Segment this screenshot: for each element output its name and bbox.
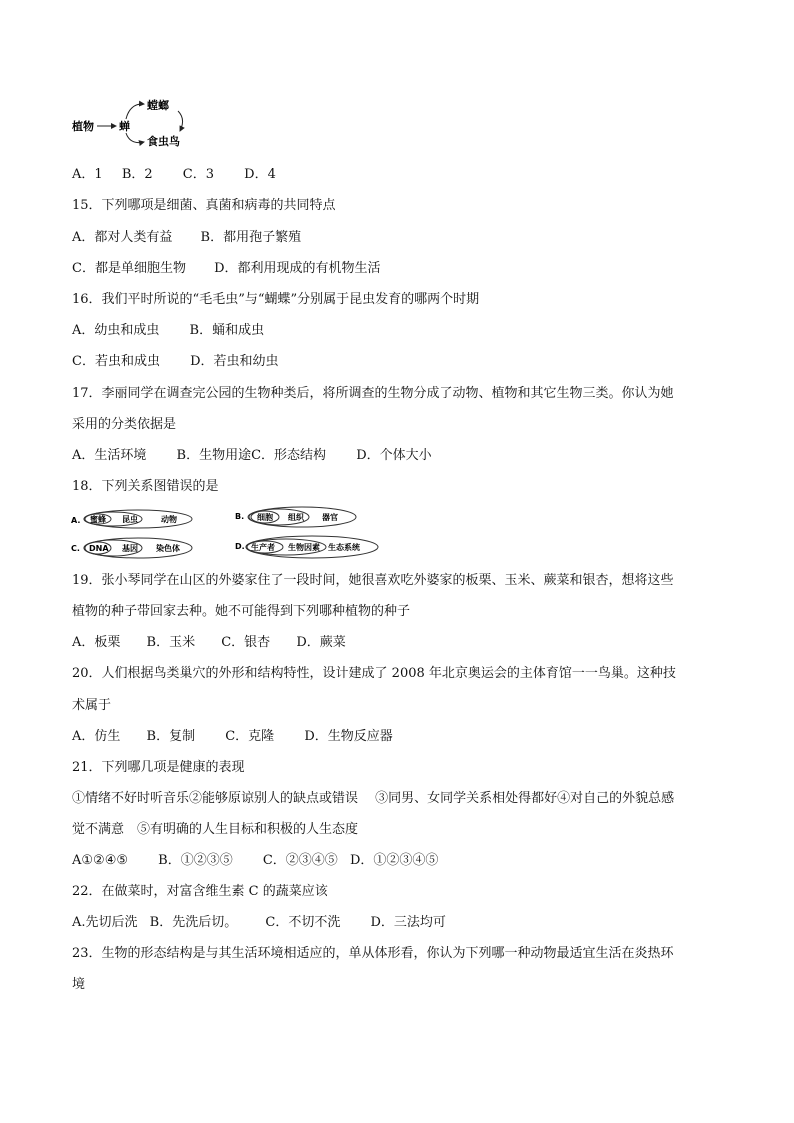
option-c: C．克隆 [225,729,275,744]
q16-options-row2 [72,353,279,371]
q21-options [72,852,438,870]
q20-options [72,728,393,746]
q19-stem-line2: 植物的种子带回家去种。她不可能得到下列哪种植物的种子 [72,604,411,619]
option-c: C．②③④⑤ [262,853,338,868]
option-d: D．都利用现成的有机物生活 [214,261,381,276]
food-chain-mantis: 螳螂 [147,99,169,112]
option-b: B．复制 [146,729,196,744]
option-a: A．板栗 [72,635,121,650]
option-c: C．若虫和成虫 [72,354,160,369]
food-chain-bird: 食虫鸟 [147,135,180,148]
food-chain-cicada: 蝉 [119,120,130,133]
q23-stem-line2: 境 [72,977,86,992]
option-a: A．都对人类有益 [72,230,173,245]
option-c: C．不切不洗 [265,915,341,930]
q18-d-label: D. [235,542,245,551]
q18-d-outer: 生态系统 [328,543,360,552]
q18-stem: 18．下列关系图错误的是 [72,479,219,494]
option-d: D．三法均可 [370,915,446,930]
option-c: C．银杏 [221,635,271,650]
option-d: D．蕨菜 [296,635,346,650]
option-a: A．幼虫和成虫 [72,323,160,338]
q18-c-inner: DNA [89,544,109,553]
option-c: C．形态结构 [251,448,327,463]
q18-c-outer: 染色体 [156,544,180,553]
q18-d-inner: 生产者 [251,543,275,552]
q21-stem: 21．下列哪几项是健康的表现 [72,760,245,775]
q14-options [72,166,276,184]
option-d: D．①②③④⑤ [349,853,439,868]
option-a: A．仿生 [72,729,121,744]
q22-options [72,914,446,932]
option-b: B．先洗后切。 [149,915,238,930]
option-d: D．若虫和幼虫 [190,354,279,369]
food-chain-plant: 植物 [72,120,94,133]
q15-options-row1 [72,229,301,247]
q22-stem: 22．在做菜时，对富含维生素 C 的蔬菜应该 [72,884,328,899]
food-chain-diagram [70,95,200,150]
q18-b-inner: 细胞 [257,513,273,522]
q23-stem-line1: 23．生物的形态结构是与其生活环境相适应的，单从体形看，你认为下列哪一种动物最适宜生活在炎热环 [72,946,674,961]
q18-a-label: A. [71,516,81,525]
q20-stem-line2: 术属于 [72,698,112,713]
option-c: C．都是单细胞生物 [72,261,186,276]
q18-a-outer: 动物 [161,515,177,524]
q18-c-mid: 基因 [122,544,138,553]
q18-b-label: B. [235,512,245,521]
option-b: B．2 [121,167,153,182]
option-a: A.先切后洗 [72,915,138,930]
q18-d-mid: 生物因素 [288,543,320,552]
q18-diagram-b [234,505,364,529]
option-c: C．3 [182,167,214,182]
q18-a-mid: 昆虫 [122,515,138,524]
option-d: D．4 [244,167,276,182]
option-a: A①②④⑤ [72,853,129,868]
option-b: B．蛹和成虫 [189,323,265,338]
q21-items-line2: 觉不满意 ⑤有明确的人生目标和积极的人生态度 [72,822,359,837]
option-a: A．生活环境 [72,448,147,463]
q18-diagram-a [70,508,195,530]
q18-c-label: C. [71,544,80,553]
q21-items-line1: ①情绪不好时听音乐②能够原谅别人的缺点或错误 ③同男、女同学关系相处得都好④对自己的外貌总感 [72,791,675,806]
q17-options [72,447,432,465]
option-b: B．都用孢子繁殖 [200,230,302,245]
q18-diagram-c [70,536,195,560]
option-a: A．1 [72,167,103,182]
q18-b-mid: 组织 [288,513,304,522]
option-b: B．玉米 [146,635,196,650]
option-d: D．生物反应器 [304,729,393,744]
q16-stem: 16．我们平时所说的“毛毛虫”与“蝴蝶”分别属于昆虫发育的哪两个时期 [72,292,480,307]
option-d: D．个体大小 [356,448,432,463]
q20-stem-line1: 20．人们根据鸟类巢穴的外形和结构特性，设计建成了 2008 年北京奥运会的主体育馆一一鸟巢。这种技 [72,666,676,681]
q17-stem-line1: 17．李丽同学在调查完公园的生物种类后，将所调查的生物分成了动物、植物和其它生物三类。你认为她 [72,386,674,401]
q15-options-row2 [72,260,381,278]
q15-stem: 15．下列哪项是细菌、真菌和病毒的共同特点 [72,198,336,213]
q19-options [72,634,346,652]
q17-stem-line2: 采用的分类依据是 [72,417,177,432]
q16-options-row1 [72,322,264,340]
option-b: B．①②③⑤ [158,853,233,868]
q18-b-outer: 器官 [322,513,338,522]
option-b: B．生物用途 [176,448,252,463]
q18-diagram-d [234,534,384,560]
q18-a-inner: 蜜蜂 [90,515,106,524]
q19-stem-line1: 19．张小琴同学在山区的外婆家住了一段时间，她很喜欢吃外婆家的板栗、玉米、蕨菜和银杏，想将这些 [72,573,674,588]
